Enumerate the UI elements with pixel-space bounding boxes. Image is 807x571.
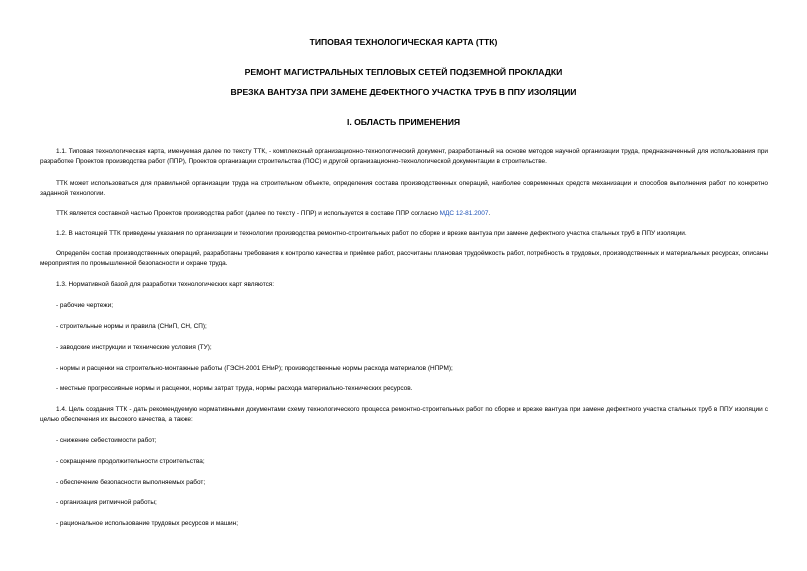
- document-subtitle-repair: РЕМОНТ МАГИСТРАЛЬНЫХ ТЕПЛОВЫХ СЕТЕЙ ПОДЗЕМНОЙ ПРОКЛАДКИ: [244, 67, 563, 77]
- paragraph-ttk-part-text: ТТК является составной частью Проектов производства работ (далее по тексту - ППР) и используется в составе ППР согласно: [56, 210, 440, 217]
- mds-link[interactable]: МДС 12-81.2007: [439, 210, 489, 217]
- paragraph-defined: Определён состав производственных операций, разработаны требования к контролю качества и приёмке работ, рассчитаны плановая трудоёмкость работ, потребность в трудовых, производственных и материальных ресурсах, описаны мероприятия по промышленной безопасности и охране труда.: [40, 250, 768, 267]
- document-subtitle-vantuz: ВРЕЗКА ВАНТУЗА ПРИ ЗАМЕНЕ ДЕФЕКТНОГО УЧАСТКА ТРУБ В ППУ ИЗОЛЯЦИИ: [230, 87, 577, 97]
- list-item-rhythmic-work: - организация ритмичной работы;: [56, 499, 157, 506]
- list-item-rates: - нормы и расценки на строительно-монтажные работы (ГЭСН-2001 ЕНиР); производственные нормы расхода материалов (НПРМ);: [56, 365, 453, 372]
- paragraph-1-3: 1.3. Нормативной базой для разработки технологических карт являются:: [56, 281, 275, 288]
- paragraph-ttk-part-end: .: [488, 210, 491, 217]
- paragraph-1-4: 1.4. Цель создания ТТК - дать рекомендуемую нормативными документами схему технологического процесса ремонтно-строительных работ по сборке и врезке вантуза при замене дефектного участка стальных труб в ППУ изоляции с целью обеспечения их высокого качества, а также:: [40, 406, 768, 423]
- list-item-local-norms: - местные прогрессивные нормы и расценки, нормы затрат труда, нормы расхода материально-технических ресурсов.: [56, 385, 413, 392]
- list-item-factory-instructions: - заводские инструкции и технические условия (ТУ);: [56, 344, 212, 351]
- paragraph-ttk-part: [40, 209, 768, 219]
- list-item-safety: - обеспечение безопасности выполняемых работ;: [56, 479, 206, 486]
- paragraph-ttk-use: ТТК может использоваться для правильной организации труда на строительном объекте, определения состава производственных операций, наиболее современных средств механизации и способов выполнения работ по конкретно заданной технологии.: [40, 180, 768, 197]
- document-title: ТИПОВАЯ ТЕХНОЛОГИЧЕСКАЯ КАРТА (ТТК): [309, 37, 498, 47]
- paragraph-1-2: 1.2. В настоящей ТТК приведены указания по организации и технологии производства ремонтно-строительных работ по сборке и врезке вантуза при замене дефектного участка стальных труб в ППУ изоляции.: [56, 230, 687, 237]
- list-item-building-norms: - строительные нормы и правила (СНиП, СН, СП);: [56, 323, 207, 330]
- list-item-drawings: - рабочие чертежи;: [56, 302, 113, 309]
- list-item-resources: - рациональное использование трудовых ресурсов и машин;: [56, 520, 238, 527]
- list-item-cost-reduction: - снижение себестоимости работ;: [56, 437, 157, 444]
- section-heading: I. ОБЛАСТЬ ПРИМЕНЕНИЯ: [346, 117, 461, 127]
- list-item-duration-reduction: - сокращение продолжительности строительства;: [56, 458, 205, 465]
- paragraph-1-1: 1.1. Типовая технологическая карта, именуемая далее по тексту ТТК, - комплексный организационно-технологический документ, разработанный на основе методов научной организации труда, предназначенный для использования при разработке Проектов производства работ (ППР), Проектов организации строительства (ПОС) и другой организационно-технологической документации в строительстве.: [40, 148, 768, 165]
